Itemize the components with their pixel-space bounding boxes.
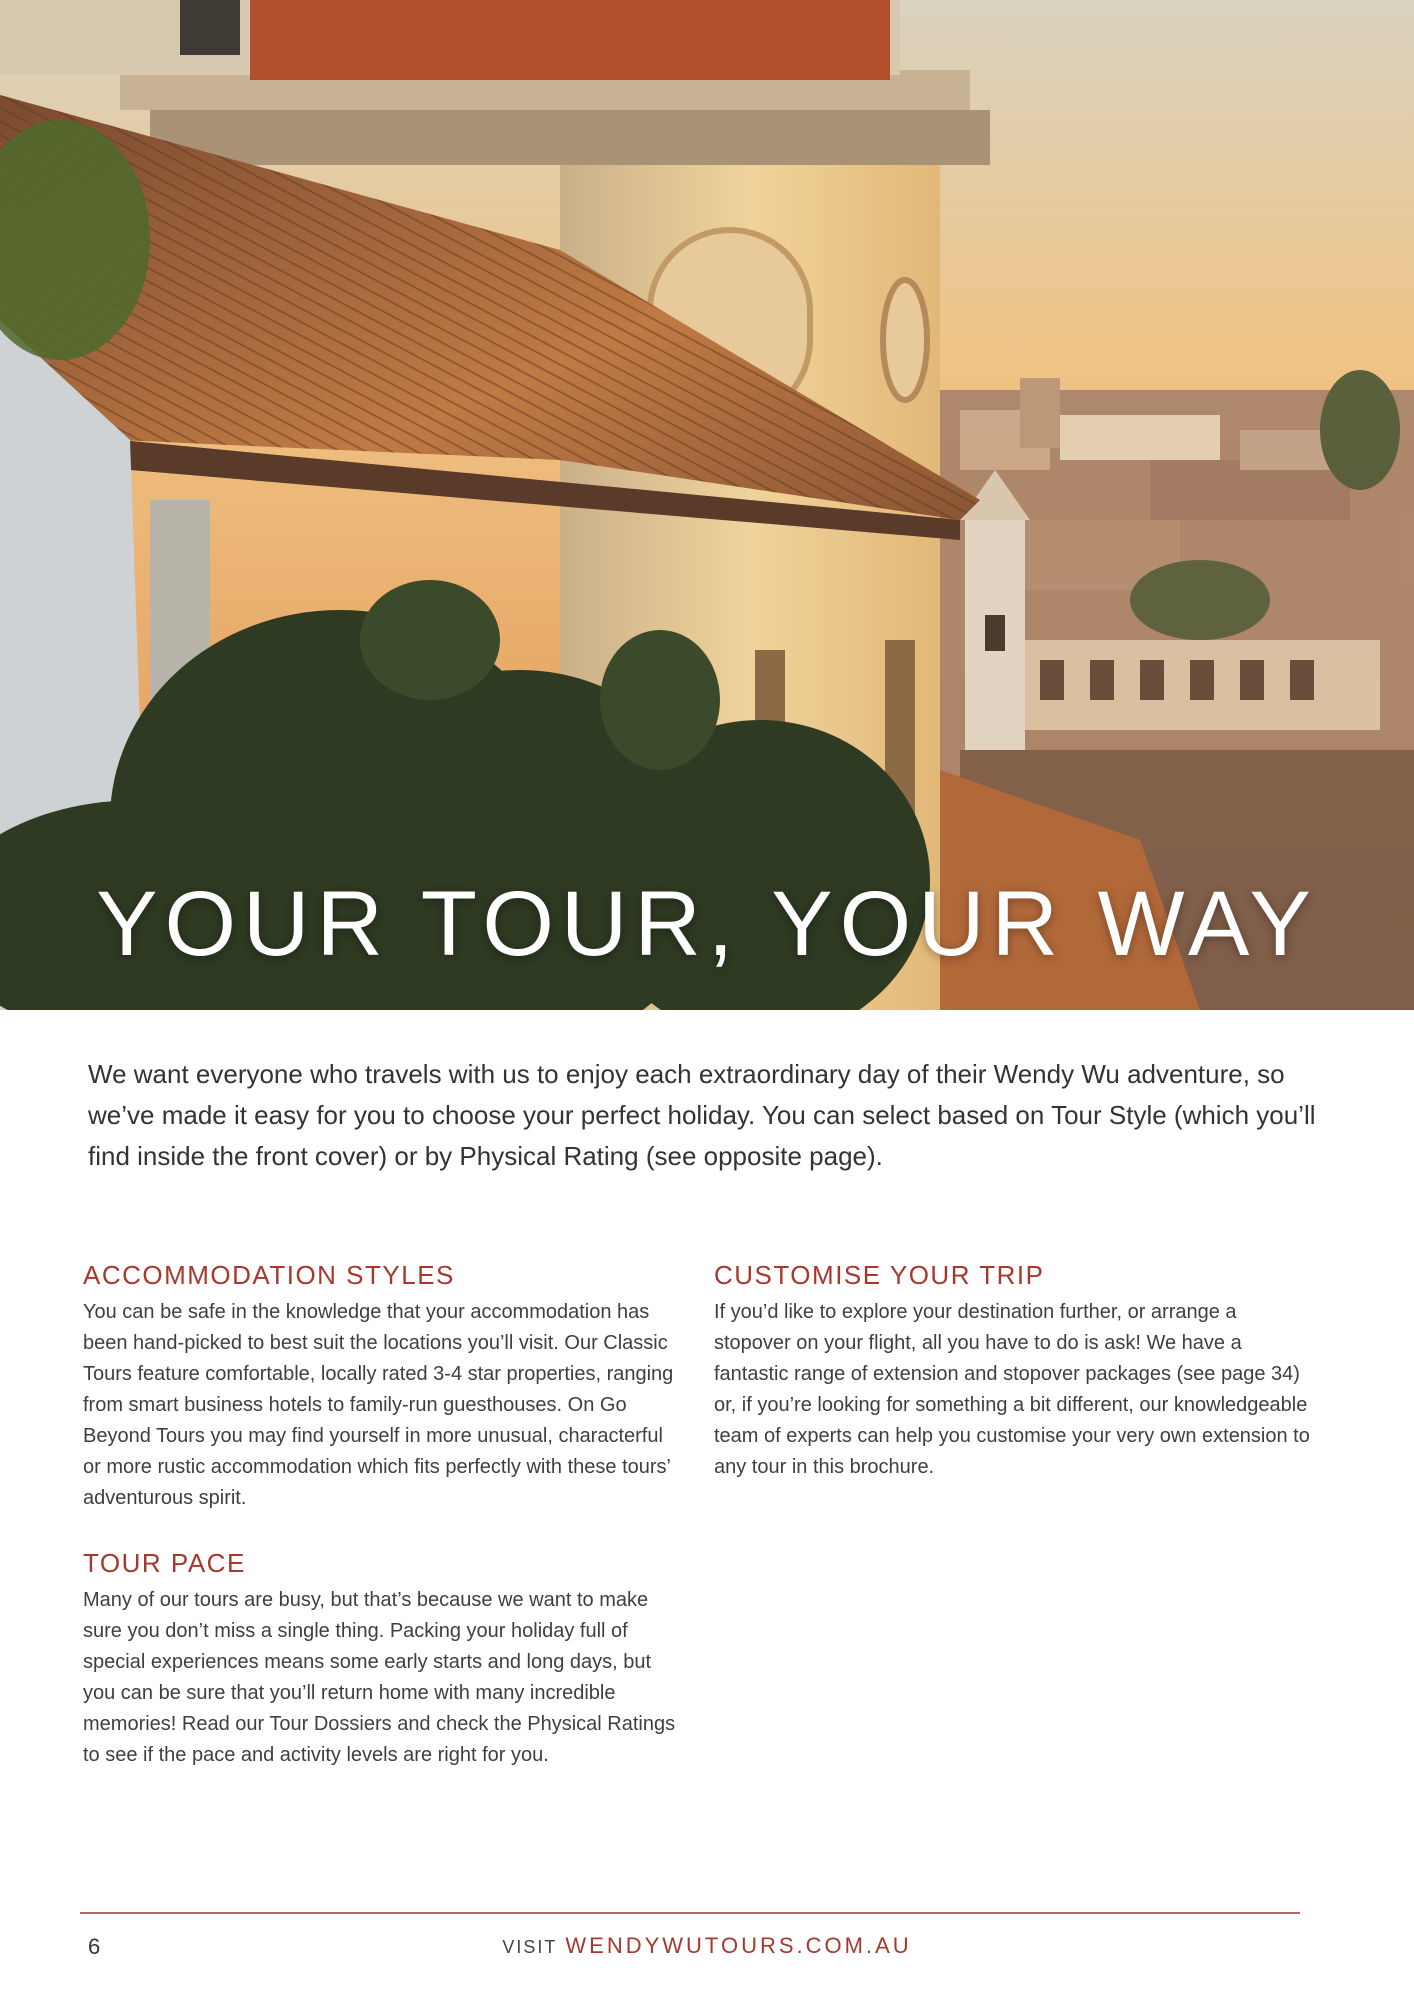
customise-heading: CUSTOMISE YOUR TRIP: [714, 1260, 1045, 1290]
pace-section: [83, 1548, 683, 1771]
footer-divider: [80, 1912, 1300, 1914]
customise-section: [714, 1260, 1314, 1483]
page-number: 6: [88, 1934, 101, 1959]
website-link[interactable]: WENDYWUTOURS.COM.AU: [565, 1933, 912, 1958]
page-title: YOUR TOUR, YOUR WAY: [96, 873, 1318, 975]
customise-body: If you’d like to explore your destination further, or arrange a stopover on your flight, all you have to do is ask! We have a fantastic range of extension and stopover packages (see page 34) or, if you’re looking for something a bit different, our knowledgeable team of experts can help you customise your very own extension to any tour in this brochure.: [714, 1301, 1310, 1478]
accommodation-body: You can be safe in the knowledge that your accommodation has been hand-picked to best suit the locations you’ll visit. Our Classic Tours feature comfortable, locally rated 3-4 star properties, ranging from smart business hotels to family-run guesthouses. On Go Beyond Tours you may find yourself in more unusual, characterful or more rustic accommodation which fits perfectly with these tours’ adventurous spirit.: [83, 1301, 674, 1509]
accommodation-section: [83, 1260, 683, 1514]
footer-visit: [0, 1933, 1414, 1959]
pace-heading: TOUR PACE: [83, 1548, 246, 1578]
church-tower: [960, 470, 1030, 750]
accommodation-heading: ACCOMMODATION STYLES: [83, 1260, 455, 1290]
intro-paragraph: We want everyone who travels with us to enjoy each extraordinary day of their Wendy Wu adventure, so we’ve made it easy for you to choose your perfect holiday. You can select based on Tour Style (which you’ll find inside the front cover) or by Physical Rating (see opposite page).: [88, 1059, 1316, 1171]
visit-label: VISIT: [502, 1937, 558, 1957]
pace-body: Many of our tours are busy, but that’s because we want to make sure you don’t miss a single thing. Packing your holiday full of special experiences means some early starts and long days, but you can be sure that you’ll return home with many incredible memories! Read our Tour Dossiers and check the Physical Ratings to see if the pace and activity levels are right for you.: [83, 1589, 676, 1766]
